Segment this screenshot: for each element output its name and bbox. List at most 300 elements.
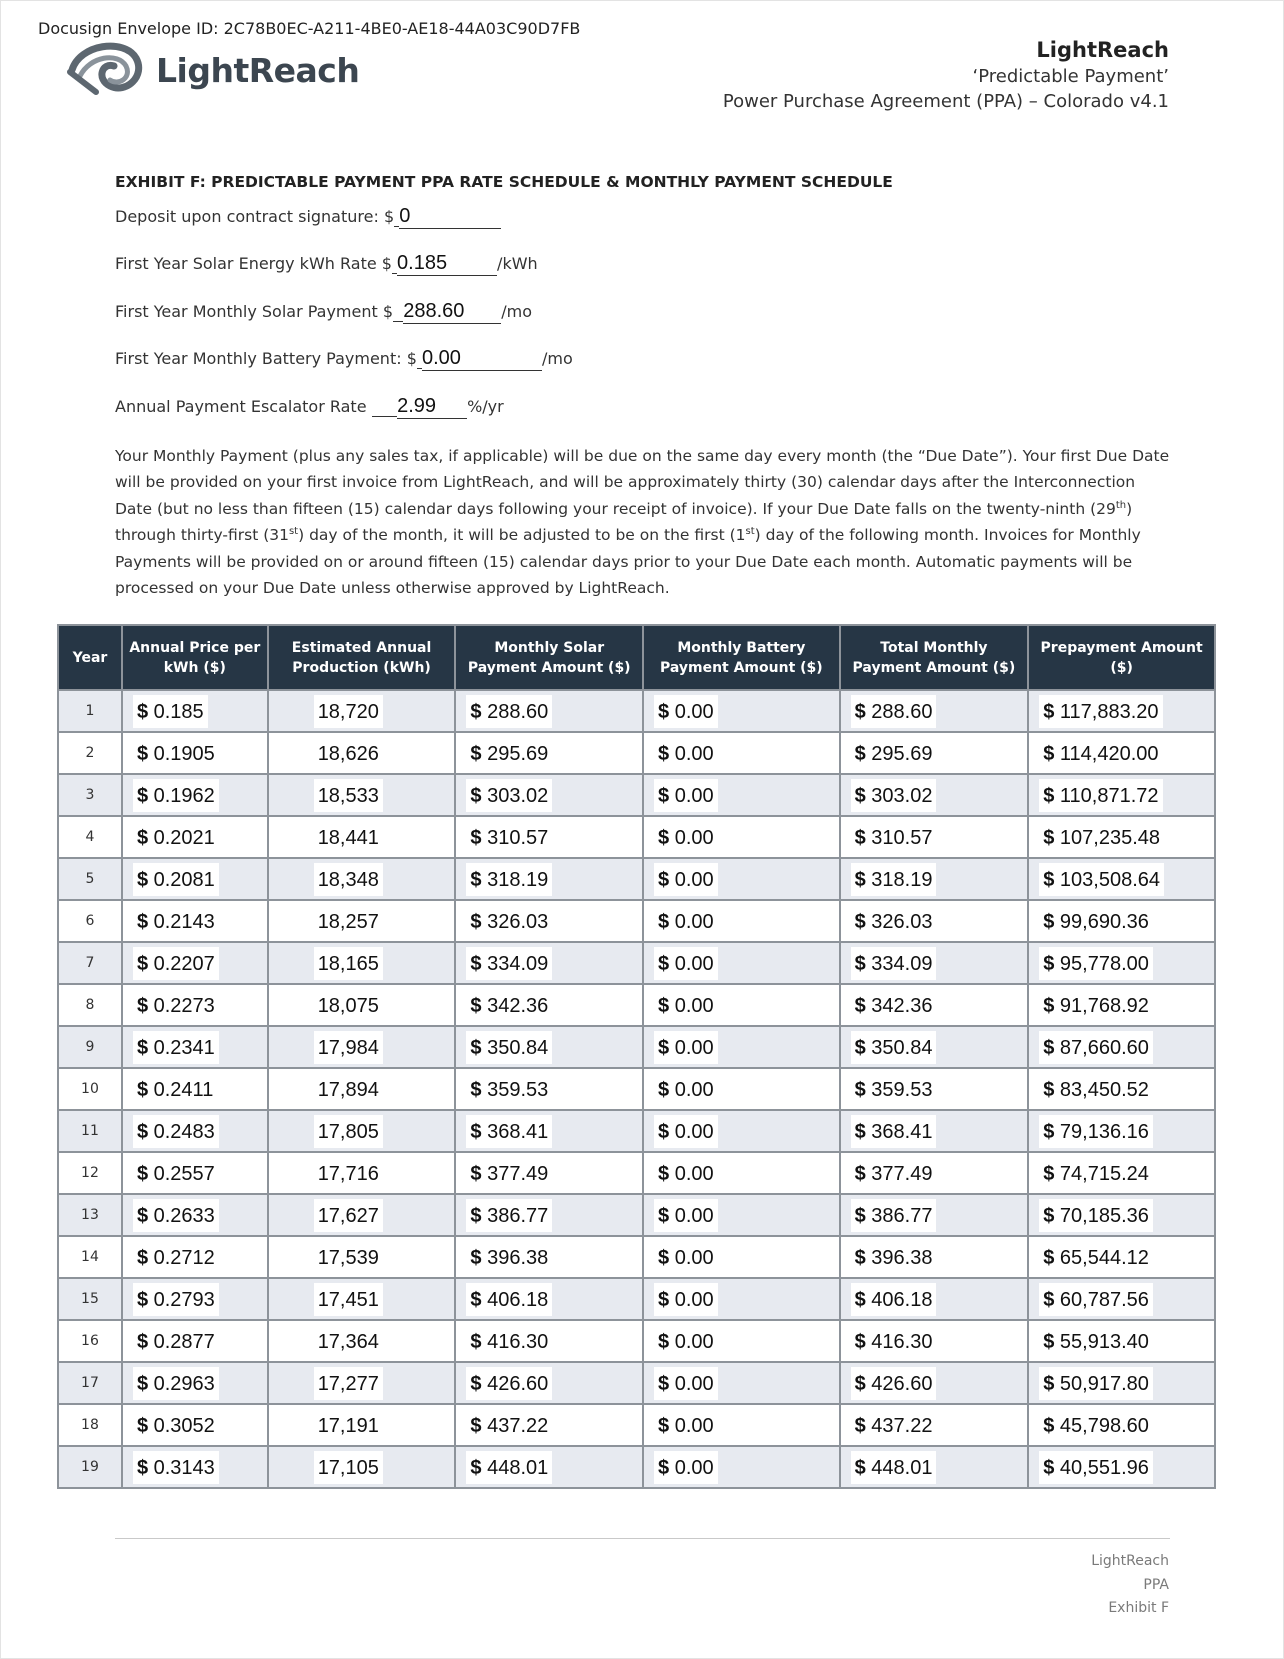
cell-battery-payment <box>643 984 840 1026</box>
cell-value-box <box>1039 1325 1153 1358</box>
cell-value: 0.00 <box>674 1120 714 1143</box>
page-footer <box>1091 1550 1169 1621</box>
cell-year: 17 <box>58 1362 122 1404</box>
cell-value-box <box>314 863 383 896</box>
cell-value: 426.60 <box>871 1372 933 1395</box>
cell-value-box <box>1039 1115 1153 1148</box>
cell-value-box <box>466 1367 552 1400</box>
table-row <box>58 942 1215 984</box>
cell-value: 0.2273 <box>153 994 215 1017</box>
cell-value: 368.41 <box>871 1120 933 1143</box>
column-header-annual-price: Annual Price per kWh ($) <box>122 625 268 690</box>
cell-solar-payment <box>455 1404 643 1446</box>
cell-value: 0.185 <box>153 700 204 723</box>
currency-symbol: $ <box>854 742 866 765</box>
cell-value-box <box>851 863 937 896</box>
cell-value-box <box>1039 1409 1153 1442</box>
cell-value: 110,871.72 <box>1059 784 1159 807</box>
cell-value: 0.00 <box>674 994 714 1017</box>
cell-battery-payment <box>643 690 840 732</box>
cell-value-box <box>133 905 219 938</box>
cell-solar-payment <box>455 1194 643 1236</box>
cell-value-box <box>466 1199 552 1232</box>
table-row <box>58 1362 1215 1404</box>
cell-value: 0.00 <box>674 1162 714 1185</box>
cell-production <box>268 816 456 858</box>
cell-year: 13 <box>58 1194 122 1236</box>
currency-symbol: $ <box>854 1372 866 1395</box>
due-date-paragraph: Your Monthly Payment (plus any sales tax, if applicable) will be due on the same day every month (the “Due Date”). Your first Due Date will be provided on your first invoice from LightReach, and will be approximately thirty (30) calendar days after the Interconnection Date (but no less than fifteen (15) calendar days following your receipt of invoice). If your Due Date falls on the twenty-ninth (29th) through thirty-first (31st) day of the month, it will be adjusted to be on the first (1st) day of the following month. Invoices for Monthly Payments will be provided on or around fifteen (15) calendar days prior to your Due Date each month. Automatic payments will be processed on your Due Date unless otherwise approved by LightReach. <box>115 447 1170 598</box>
table-row <box>58 690 1215 732</box>
cell-production <box>268 774 456 816</box>
document-header <box>723 38 1169 112</box>
currency-symbol: $ <box>136 1414 149 1437</box>
cell-production <box>268 1404 456 1446</box>
cell-value-box <box>654 1199 718 1232</box>
cell-value: 45,798.60 <box>1059 1414 1149 1437</box>
cell-annual-price <box>122 1194 268 1236</box>
cell-value: 0.2341 <box>153 1036 215 1059</box>
cell-solar-payment <box>455 858 643 900</box>
cell-total-payment <box>840 984 1029 1026</box>
cell-value: 18,720 <box>317 700 379 723</box>
cell-value: 406.18 <box>487 1288 549 1311</box>
currency-symbol: $ <box>136 1288 149 1311</box>
cell-year: 9 <box>58 1026 122 1068</box>
cell-battery-payment <box>643 774 840 816</box>
cell-value-box <box>466 1409 552 1442</box>
cell-total-payment <box>840 858 1029 900</box>
cell-value-box <box>314 695 383 728</box>
currency-symbol: $ <box>1043 1246 1055 1269</box>
cell-value-box <box>466 1073 552 1106</box>
cell-value-box <box>1039 863 1164 896</box>
cell-solar-payment <box>455 1278 643 1320</box>
cell-value: 303.02 <box>871 784 933 807</box>
cell-value-box <box>851 1283 937 1316</box>
cell-annual-price <box>122 1152 268 1194</box>
column-header-solar-payment: Monthly Solar Payment Amount ($) <box>455 625 643 690</box>
cell-value: 0.00 <box>674 784 714 807</box>
cell-value: 60,787.56 <box>1059 1288 1149 1311</box>
cell-value: 334.09 <box>871 952 933 975</box>
kwh-rate-field <box>115 252 538 276</box>
currency-symbol: $ <box>658 1372 670 1395</box>
cell-value: 0.2143 <box>153 910 215 933</box>
table-row <box>58 1194 1215 1236</box>
cell-value-box <box>654 1325 718 1358</box>
currency-symbol: $ <box>854 1036 866 1059</box>
cell-total-payment <box>840 732 1029 774</box>
currency-symbol: $ <box>136 1036 149 1059</box>
cell-value: 368.41 <box>487 1120 549 1143</box>
cell-annual-price <box>122 1404 268 1446</box>
cell-battery-payment <box>643 1278 840 1320</box>
cell-value-box <box>466 1241 552 1274</box>
cell-value-box <box>1039 1157 1153 1190</box>
cell-value-box <box>133 821 219 854</box>
cell-battery-payment <box>643 1152 840 1194</box>
battery-payment-label: First Year Monthly Battery Payment: $ <box>115 349 417 368</box>
cell-value-box <box>851 1115 937 1148</box>
cell-year: 11 <box>58 1110 122 1152</box>
table-row <box>58 1446 1215 1488</box>
currency-symbol: $ <box>854 1288 866 1311</box>
currency-symbol: $ <box>1043 700 1055 723</box>
cell-production <box>268 1236 456 1278</box>
currency-symbol: $ <box>470 1204 482 1227</box>
cell-battery-payment <box>643 1194 840 1236</box>
cell-value: 406.18 <box>871 1288 933 1311</box>
cell-value-box <box>133 863 219 896</box>
cell-value: 17,451 <box>317 1288 379 1311</box>
cell-value-box <box>851 1031 937 1064</box>
cell-production <box>268 1110 456 1152</box>
currency-symbol: $ <box>1043 784 1055 807</box>
cell-year: 8 <box>58 984 122 1026</box>
cell-solar-payment <box>455 816 643 858</box>
cell-battery-payment <box>643 1446 840 1488</box>
cell-annual-price <box>122 1110 268 1152</box>
cell-value-box <box>133 1115 219 1148</box>
cell-value: 0.00 <box>674 1330 714 1353</box>
cell-value-box <box>654 1241 718 1274</box>
cell-annual-price <box>122 942 268 984</box>
payment-schedule-table <box>57 624 1216 1489</box>
cell-annual-price <box>122 1278 268 1320</box>
header-title: LightReach <box>1036 38 1169 62</box>
cell-value: 0.2633 <box>153 1204 215 1227</box>
cell-solar-payment <box>455 774 643 816</box>
cell-value: 0.2712 <box>153 1246 215 1269</box>
cell-value: 448.01 <box>871 1456 933 1479</box>
table-row <box>58 900 1215 942</box>
cell-value-box <box>654 1451 718 1484</box>
cell-total-payment <box>840 900 1029 942</box>
cell-value-box <box>654 863 718 896</box>
cell-value-box <box>1039 989 1153 1022</box>
currency-symbol: $ <box>470 952 482 975</box>
cell-value-box <box>851 905 937 938</box>
cell-value: 18,075 <box>317 994 379 1017</box>
cell-battery-payment <box>643 1236 840 1278</box>
cell-value: 0.2081 <box>153 868 215 891</box>
column-header-year: Year <box>58 625 122 690</box>
currency-symbol: $ <box>136 1204 149 1227</box>
exhibit-title: EXHIBIT F: PREDICTABLE PAYMENT PPA RATE SCHEDULE & MONTHLY PAYMENT SCHEDULE <box>115 173 893 191</box>
cell-battery-payment <box>643 1110 840 1152</box>
cell-value: 0.00 <box>674 1456 714 1479</box>
cell-value: 0.00 <box>674 826 714 849</box>
cell-annual-price <box>122 858 268 900</box>
cell-solar-payment <box>455 1152 643 1194</box>
solar-payment-field <box>115 300 532 324</box>
currency-symbol: $ <box>854 1246 866 1269</box>
cell-solar-payment <box>455 900 643 942</box>
cell-production <box>268 1278 456 1320</box>
currency-symbol: $ <box>854 784 866 807</box>
currency-symbol: $ <box>658 742 670 765</box>
cell-value: 0.3143 <box>153 1456 215 1479</box>
cell-value-box <box>654 905 718 938</box>
cell-annual-price <box>122 774 268 816</box>
cell-value-box <box>1039 947 1153 980</box>
cell-value: 17,277 <box>317 1372 379 1395</box>
currency-symbol: $ <box>1043 1120 1055 1143</box>
currency-symbol: $ <box>658 868 670 891</box>
cell-solar-payment <box>455 1068 643 1110</box>
cell-value: 0.2557 <box>153 1162 215 1185</box>
cell-annual-price <box>122 732 268 774</box>
cell-value-box <box>466 737 552 770</box>
cell-year: 19 <box>58 1446 122 1488</box>
cell-value-box <box>466 1283 552 1316</box>
currency-symbol: $ <box>136 784 149 807</box>
cell-solar-payment <box>455 984 643 1026</box>
cell-value-box <box>654 947 718 980</box>
cell-production <box>268 1362 456 1404</box>
cell-value: 0.00 <box>674 1414 714 1437</box>
currency-symbol: $ <box>658 1036 670 1059</box>
currency-symbol: $ <box>658 1414 670 1437</box>
cell-total-payment <box>840 1194 1029 1236</box>
cell-battery-payment <box>643 732 840 774</box>
cell-value-box <box>851 1073 937 1106</box>
cell-value-box <box>654 989 718 1022</box>
currency-symbol: $ <box>136 1246 149 1269</box>
cell-value-box <box>851 1325 937 1358</box>
cell-value-box <box>466 947 552 980</box>
cell-value-box <box>314 1241 383 1274</box>
cell-year: 5 <box>58 858 122 900</box>
currency-symbol: $ <box>1043 1456 1055 1479</box>
cell-value: 0.00 <box>674 1372 714 1395</box>
cell-value-box <box>851 989 937 1022</box>
currency-symbol: $ <box>470 1456 482 1479</box>
cell-value: 310.57 <box>871 826 933 849</box>
solar-payment-value: 288.60 <box>403 300 501 324</box>
currency-symbol: $ <box>658 952 670 975</box>
cell-year: 16 <box>58 1320 122 1362</box>
currency-symbol: $ <box>854 1120 866 1143</box>
currency-symbol: $ <box>136 742 149 765</box>
cell-total-payment <box>840 1278 1029 1320</box>
cell-value: 386.77 <box>487 1204 549 1227</box>
cell-value: 359.53 <box>487 1078 549 1101</box>
currency-symbol: $ <box>1043 1330 1055 1353</box>
cell-value: 18,626 <box>317 742 379 765</box>
cell-value-box <box>133 1325 219 1358</box>
cell-annual-price <box>122 1446 268 1488</box>
currency-symbol: $ <box>470 784 482 807</box>
currency-symbol: $ <box>658 1330 670 1353</box>
cell-production <box>268 900 456 942</box>
cell-prepayment <box>1028 1194 1215 1236</box>
cell-value-box <box>466 695 552 728</box>
currency-symbol: $ <box>658 784 670 807</box>
cell-value: 18,257 <box>317 910 379 933</box>
cell-value: 288.60 <box>871 700 933 723</box>
currency-symbol: $ <box>854 1162 866 1185</box>
currency-symbol: $ <box>854 1456 866 1479</box>
cell-value-box <box>133 1199 219 1232</box>
cell-value-box <box>466 779 552 812</box>
currency-symbol: $ <box>1043 826 1055 849</box>
battery-payment-field <box>115 347 573 371</box>
cell-value: 18,348 <box>317 868 379 891</box>
column-header-battery-payment: Monthly Battery Payment Amount ($) <box>643 625 840 690</box>
cell-value-box <box>314 1451 383 1484</box>
cell-value-box <box>654 1157 718 1190</box>
table-row <box>58 1404 1215 1446</box>
cell-total-payment <box>840 942 1029 984</box>
cell-value-box <box>654 737 718 770</box>
cell-value: 0.00 <box>674 742 714 765</box>
currency-symbol: $ <box>854 826 866 849</box>
cell-value: 416.30 <box>487 1330 549 1353</box>
cell-value-box <box>1039 1451 1153 1484</box>
currency-symbol: $ <box>1043 1288 1055 1311</box>
cell-value: 377.49 <box>871 1162 933 1185</box>
cell-battery-payment <box>643 900 840 942</box>
cell-value: 0.2963 <box>153 1372 215 1395</box>
cell-value: 17,539 <box>317 1246 379 1269</box>
cell-value: 95,778.00 <box>1059 952 1149 975</box>
cell-prepayment <box>1028 1026 1215 1068</box>
cell-value: 416.30 <box>871 1330 933 1353</box>
currency-symbol: $ <box>470 1372 482 1395</box>
cell-value-box <box>466 1115 552 1148</box>
kwh-rate-value: 0.185 <box>397 252 497 276</box>
cell-value: 83,450.52 <box>1059 1078 1149 1101</box>
cell-value: 50,917.80 <box>1059 1372 1149 1395</box>
cell-year: 12 <box>58 1152 122 1194</box>
cell-solar-payment <box>455 1110 643 1152</box>
table-row <box>58 1026 1215 1068</box>
cell-value-box <box>851 821 937 854</box>
cell-solar-payment <box>455 1362 643 1404</box>
cell-prepayment <box>1028 984 1215 1026</box>
currency-symbol: $ <box>658 700 670 723</box>
cell-value-box <box>654 1073 718 1106</box>
currency-symbol: $ <box>136 1120 149 1143</box>
cell-prepayment <box>1028 732 1215 774</box>
currency-symbol: $ <box>136 1078 149 1101</box>
currency-symbol: $ <box>136 1162 149 1185</box>
cell-value: 350.84 <box>871 1036 933 1059</box>
cell-value: 377.49 <box>487 1162 549 1185</box>
cell-value: 55,913.40 <box>1059 1330 1149 1353</box>
cell-value-box <box>133 1157 219 1190</box>
table-row <box>58 984 1215 1026</box>
cell-value: 0.00 <box>674 1036 714 1059</box>
cell-value-box <box>133 1451 219 1484</box>
cell-total-payment <box>840 1152 1029 1194</box>
cell-value: 396.38 <box>871 1246 933 1269</box>
table-row <box>58 816 1215 858</box>
currency-symbol: $ <box>470 700 482 723</box>
currency-symbol: $ <box>1043 1204 1055 1227</box>
deposit-value: 0 <box>399 205 501 229</box>
cell-value: 0.2207 <box>153 952 215 975</box>
cell-value: 18,441 <box>317 826 379 849</box>
currency-symbol: $ <box>136 1372 149 1395</box>
cell-value-box <box>314 779 383 812</box>
footer-divider <box>115 1538 1170 1539</box>
cell-prepayment <box>1028 1152 1215 1194</box>
cell-value: 0.00 <box>674 868 714 891</box>
cell-value: 386.77 <box>871 1204 933 1227</box>
logo <box>66 40 359 101</box>
cell-value: 310.57 <box>487 826 549 849</box>
cell-production <box>268 690 456 732</box>
currency-symbol: $ <box>1043 994 1055 1017</box>
cell-value-box <box>133 989 219 1022</box>
solar-payment-label: First Year Monthly Solar Payment $ <box>115 302 394 321</box>
cell-value-box <box>314 947 383 980</box>
cell-battery-payment <box>643 1068 840 1110</box>
cell-value-box <box>133 695 208 728</box>
cell-value: 342.36 <box>487 994 549 1017</box>
cell-value: 18,533 <box>317 784 379 807</box>
cell-year: 18 <box>58 1404 122 1446</box>
cell-solar-payment <box>455 942 643 984</box>
escalator-suffix: %/yr <box>467 397 504 416</box>
cell-prepayment <box>1028 774 1215 816</box>
currency-symbol: $ <box>470 1246 482 1269</box>
cell-value: 0.00 <box>674 700 714 723</box>
currency-symbol: $ <box>136 952 149 975</box>
deposit-label: Deposit upon contract signature: $ <box>115 207 395 226</box>
cell-value-box <box>314 1199 383 1232</box>
cell-value: 0.2021 <box>153 826 215 849</box>
currency-symbol: $ <box>658 1204 670 1227</box>
cell-value-box <box>133 1073 217 1106</box>
cell-value-box <box>1039 1241 1153 1274</box>
cell-battery-payment <box>643 816 840 858</box>
cell-value: 295.69 <box>487 742 549 765</box>
cell-value-box <box>314 1157 383 1190</box>
table-row <box>58 1320 1215 1362</box>
cell-solar-payment <box>455 1446 643 1488</box>
kwh-rate-suffix: /kWh <box>497 254 538 273</box>
currency-symbol: $ <box>470 868 482 891</box>
cell-value: 17,716 <box>317 1162 379 1185</box>
cell-value-box <box>466 1325 552 1358</box>
currency-symbol: $ <box>658 1078 670 1101</box>
cell-value-box <box>314 1283 383 1316</box>
cell-value: 0.1905 <box>153 742 215 765</box>
cell-value-box <box>654 695 718 728</box>
cell-value: 318.19 <box>871 868 933 891</box>
cell-value: 107,235.48 <box>1059 826 1161 849</box>
currency-symbol: $ <box>136 868 149 891</box>
cell-prepayment <box>1028 1320 1215 1362</box>
cell-solar-payment <box>455 1320 643 1362</box>
cell-value: 448.01 <box>487 1456 549 1479</box>
cell-annual-price <box>122 1320 268 1362</box>
cell-value-box <box>654 1031 718 1064</box>
currency-symbol: $ <box>1043 910 1055 933</box>
table-row <box>58 1110 1215 1152</box>
cell-value: 0.00 <box>674 1246 714 1269</box>
cell-value-box <box>1039 1199 1153 1232</box>
cell-value: 342.36 <box>871 994 933 1017</box>
cell-value-box <box>466 1157 552 1190</box>
cell-value-box <box>133 1241 219 1274</box>
currency-symbol: $ <box>658 1246 670 1269</box>
currency-symbol: $ <box>136 910 149 933</box>
